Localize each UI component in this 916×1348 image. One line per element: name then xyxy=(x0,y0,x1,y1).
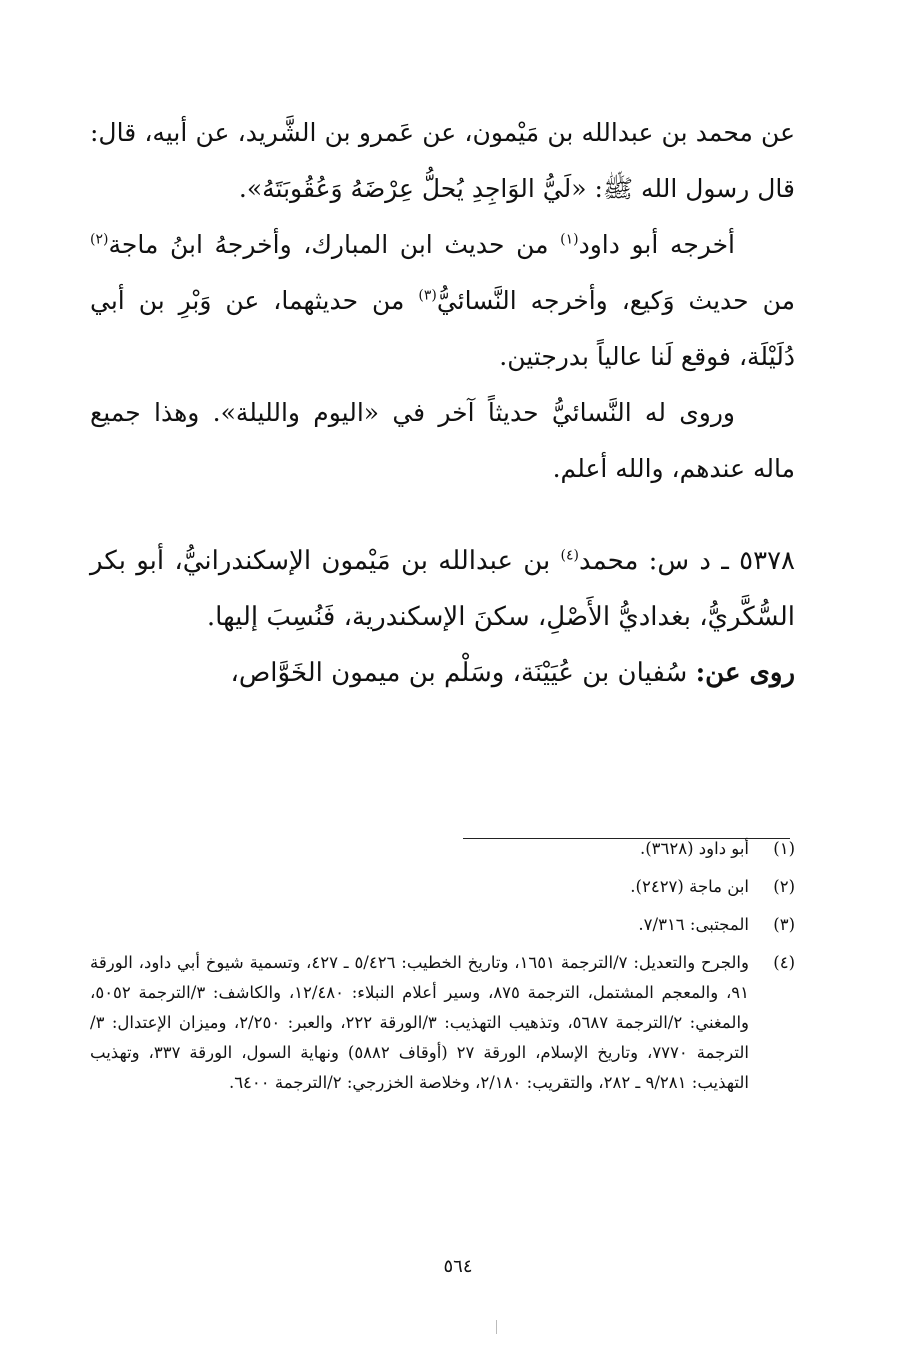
footnote-marker-4[interactable]: (٤) xyxy=(560,547,579,564)
narrated-from-label: روى عن: xyxy=(695,658,795,688)
takhrij-text-d: من حديثهما، عن وَبْرِ بن أبي دُلَيْلَة، فوقع لَنا عالياً بدرجتين. xyxy=(90,286,795,371)
footnote-marker-2[interactable]: (٢) xyxy=(90,231,109,248)
footnote-number: (١) xyxy=(773,839,795,858)
summary-text: وروى له النَّسائيُّ حديثاً آخر في «اليوم والليلة». وهذا جميع ماله عندهم، والله أعلم. xyxy=(90,398,795,483)
footnote-text: والجرح والتعديل: ٧/الترجمة ١٦٥١، وتاريخ الخطيب: ٥/٤٢٦ ـ ٤٢٧، وتسمية شيوخ أبي داود، الورقة ٩١، والمعجم المشتمل، الترجمة ٨٧٥، وسير أعلام النبلاء: ١٢/٤٨٠، والكاشف: ٣/الترجمة ٥٠٥٢، والمغني: ٢/الترجمة ٥٦٨٧، وتذهيب التهذيب: ٣/الورقة ٢٢٢، والعبر: ٢/٢٥٠، وميزان الإعتدال: ٣/الترجمة ٧٧٧٠، وتاريخ الإسلام، الورقة ٢٧ (أوقاف ٥٨٨٢) ونهاية السول، الورقة ٣٣٧، وتهذيب التهذيب: ٩/٢٨١ ـ ٢٨٢، والتقريب: ٢/١٨٠، وخلاصة الخزرجي: ٢/الترجمة ٦٤٠٠. xyxy=(90,953,750,1092)
footnote-text: أبو داود (٣٦٢٨). xyxy=(639,839,749,858)
takhrij-text-c: من حديث وَكيع، وأخرجه النَّسائيُّ xyxy=(436,286,795,315)
takhrij-text-a: أخرجه أبو داود xyxy=(578,230,735,259)
entry-heading-a: ٥٣٧٨ ـ د س: محمد xyxy=(579,546,795,576)
footnote-4 xyxy=(90,948,795,1098)
takhrij-text-b: من حديث ابن المبارك، وأخرجهُ ابنُ ماجة xyxy=(108,230,561,259)
page-number: ٥٦٤ xyxy=(443,1256,473,1277)
footnote-text: ابن ماجة (٢٤٢٧). xyxy=(630,877,749,896)
takhrij-paragraph xyxy=(90,217,795,385)
footnote-1 xyxy=(90,834,795,864)
hadith-text: عن محمد بن عبدالله بن مَيْمون، عن عَمرو بن الشَّريد، عن أبيه، قال: قال رسول الله ﷺ: «لَيُّ الوَاجِدِ يُحلُّ عِرْضَهُ وَعُقُوبَتَهُ». xyxy=(90,118,795,203)
footnote-marker-1[interactable]: (١) xyxy=(560,231,579,248)
footnote-number: (٤) xyxy=(773,953,795,972)
entry-heading-b: بن عبدالله بن مَيْمون الإسكندرانيُّ، أبو بكر السُّكَّريُّ، بغداديُّ الأَصْلِ، سكنَ الإسكندرية، فَنُسِبَ إليها. xyxy=(90,546,795,632)
entry-heading-paragraph xyxy=(90,533,795,645)
footnote-number: (٣) xyxy=(773,915,795,934)
footnote-2 xyxy=(90,872,795,902)
summary-paragraph xyxy=(90,385,795,497)
footnote-number: (٢) xyxy=(773,877,795,896)
narrated-from-paragraph xyxy=(90,645,795,701)
hadith-section xyxy=(90,105,795,497)
footnote-marker-3[interactable]: (٣) xyxy=(418,287,437,304)
narrated-from-text: سُفيان بن عُيَيْنَة، وسَلْم بن ميمون الخَوَّاص، xyxy=(230,658,696,688)
footnotes xyxy=(90,834,795,1106)
scan-mark xyxy=(496,1320,497,1334)
hadith-paragraph xyxy=(90,105,795,217)
biography-entry xyxy=(90,533,795,701)
footnote-text: المجتبى: ٧/٣١٦. xyxy=(638,915,749,934)
footnote-3 xyxy=(90,910,795,940)
